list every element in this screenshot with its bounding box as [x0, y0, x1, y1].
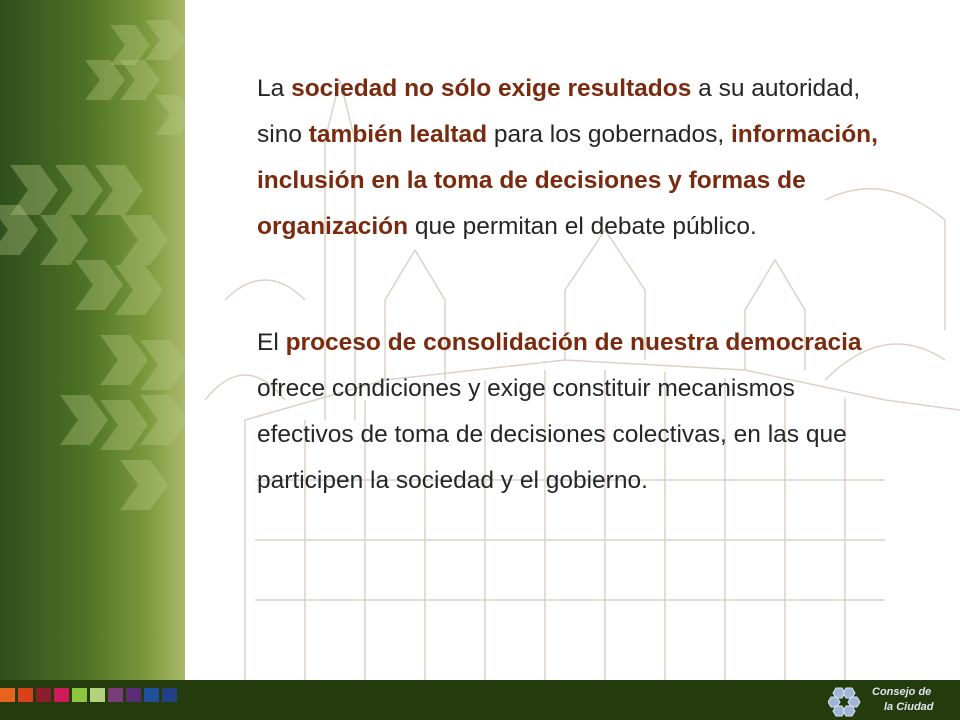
consejo-logo — [828, 684, 953, 718]
color-strip — [0, 688, 180, 702]
chevron-pattern-icon — [0, 0, 185, 680]
text-run: que permitan el debate público. — [408, 213, 757, 240]
color-swatch — [144, 688, 159, 702]
logo-text-line1: Consejo de — [872, 686, 932, 698]
text-run: para los gobernados, — [487, 121, 731, 148]
highlight-text: también lealtad — [308, 121, 488, 148]
slide-content — [257, 66, 897, 504]
footer-band — [0, 680, 960, 720]
text-run: La — [257, 75, 292, 102]
text-run: a su autoridad, sino — [257, 75, 861, 148]
consejo-logo-mark-icon — [828, 684, 872, 718]
highlight-text: proceso de consolidación de nuestra democracia — [285, 329, 862, 356]
color-swatch — [162, 688, 177, 702]
highlight-text: sociedad no sólo exige resultados — [291, 75, 692, 102]
color-swatch — [0, 688, 15, 702]
color-swatch — [18, 688, 33, 702]
logo-text-line2: la Ciudad — [884, 701, 934, 713]
color-swatch — [36, 688, 51, 702]
color-swatch — [72, 688, 87, 702]
color-swatch — [90, 688, 105, 702]
left-decorative-panel — [0, 0, 185, 680]
text-run: ofrece condiciones y exige constituir mecanismos efectivos de toma de decisiones colectivas, en las que participen la sociedad y el gobierno. — [257, 375, 847, 494]
highlight-text: información, inclusión en la toma de decisiones y formas de organización — [257, 121, 878, 240]
paragraph-society — [257, 66, 897, 250]
paragraph-democracy — [257, 320, 897, 504]
color-swatch — [54, 688, 69, 702]
text-run: El — [257, 329, 286, 356]
color-swatch — [108, 688, 123, 702]
color-swatch — [126, 688, 141, 702]
